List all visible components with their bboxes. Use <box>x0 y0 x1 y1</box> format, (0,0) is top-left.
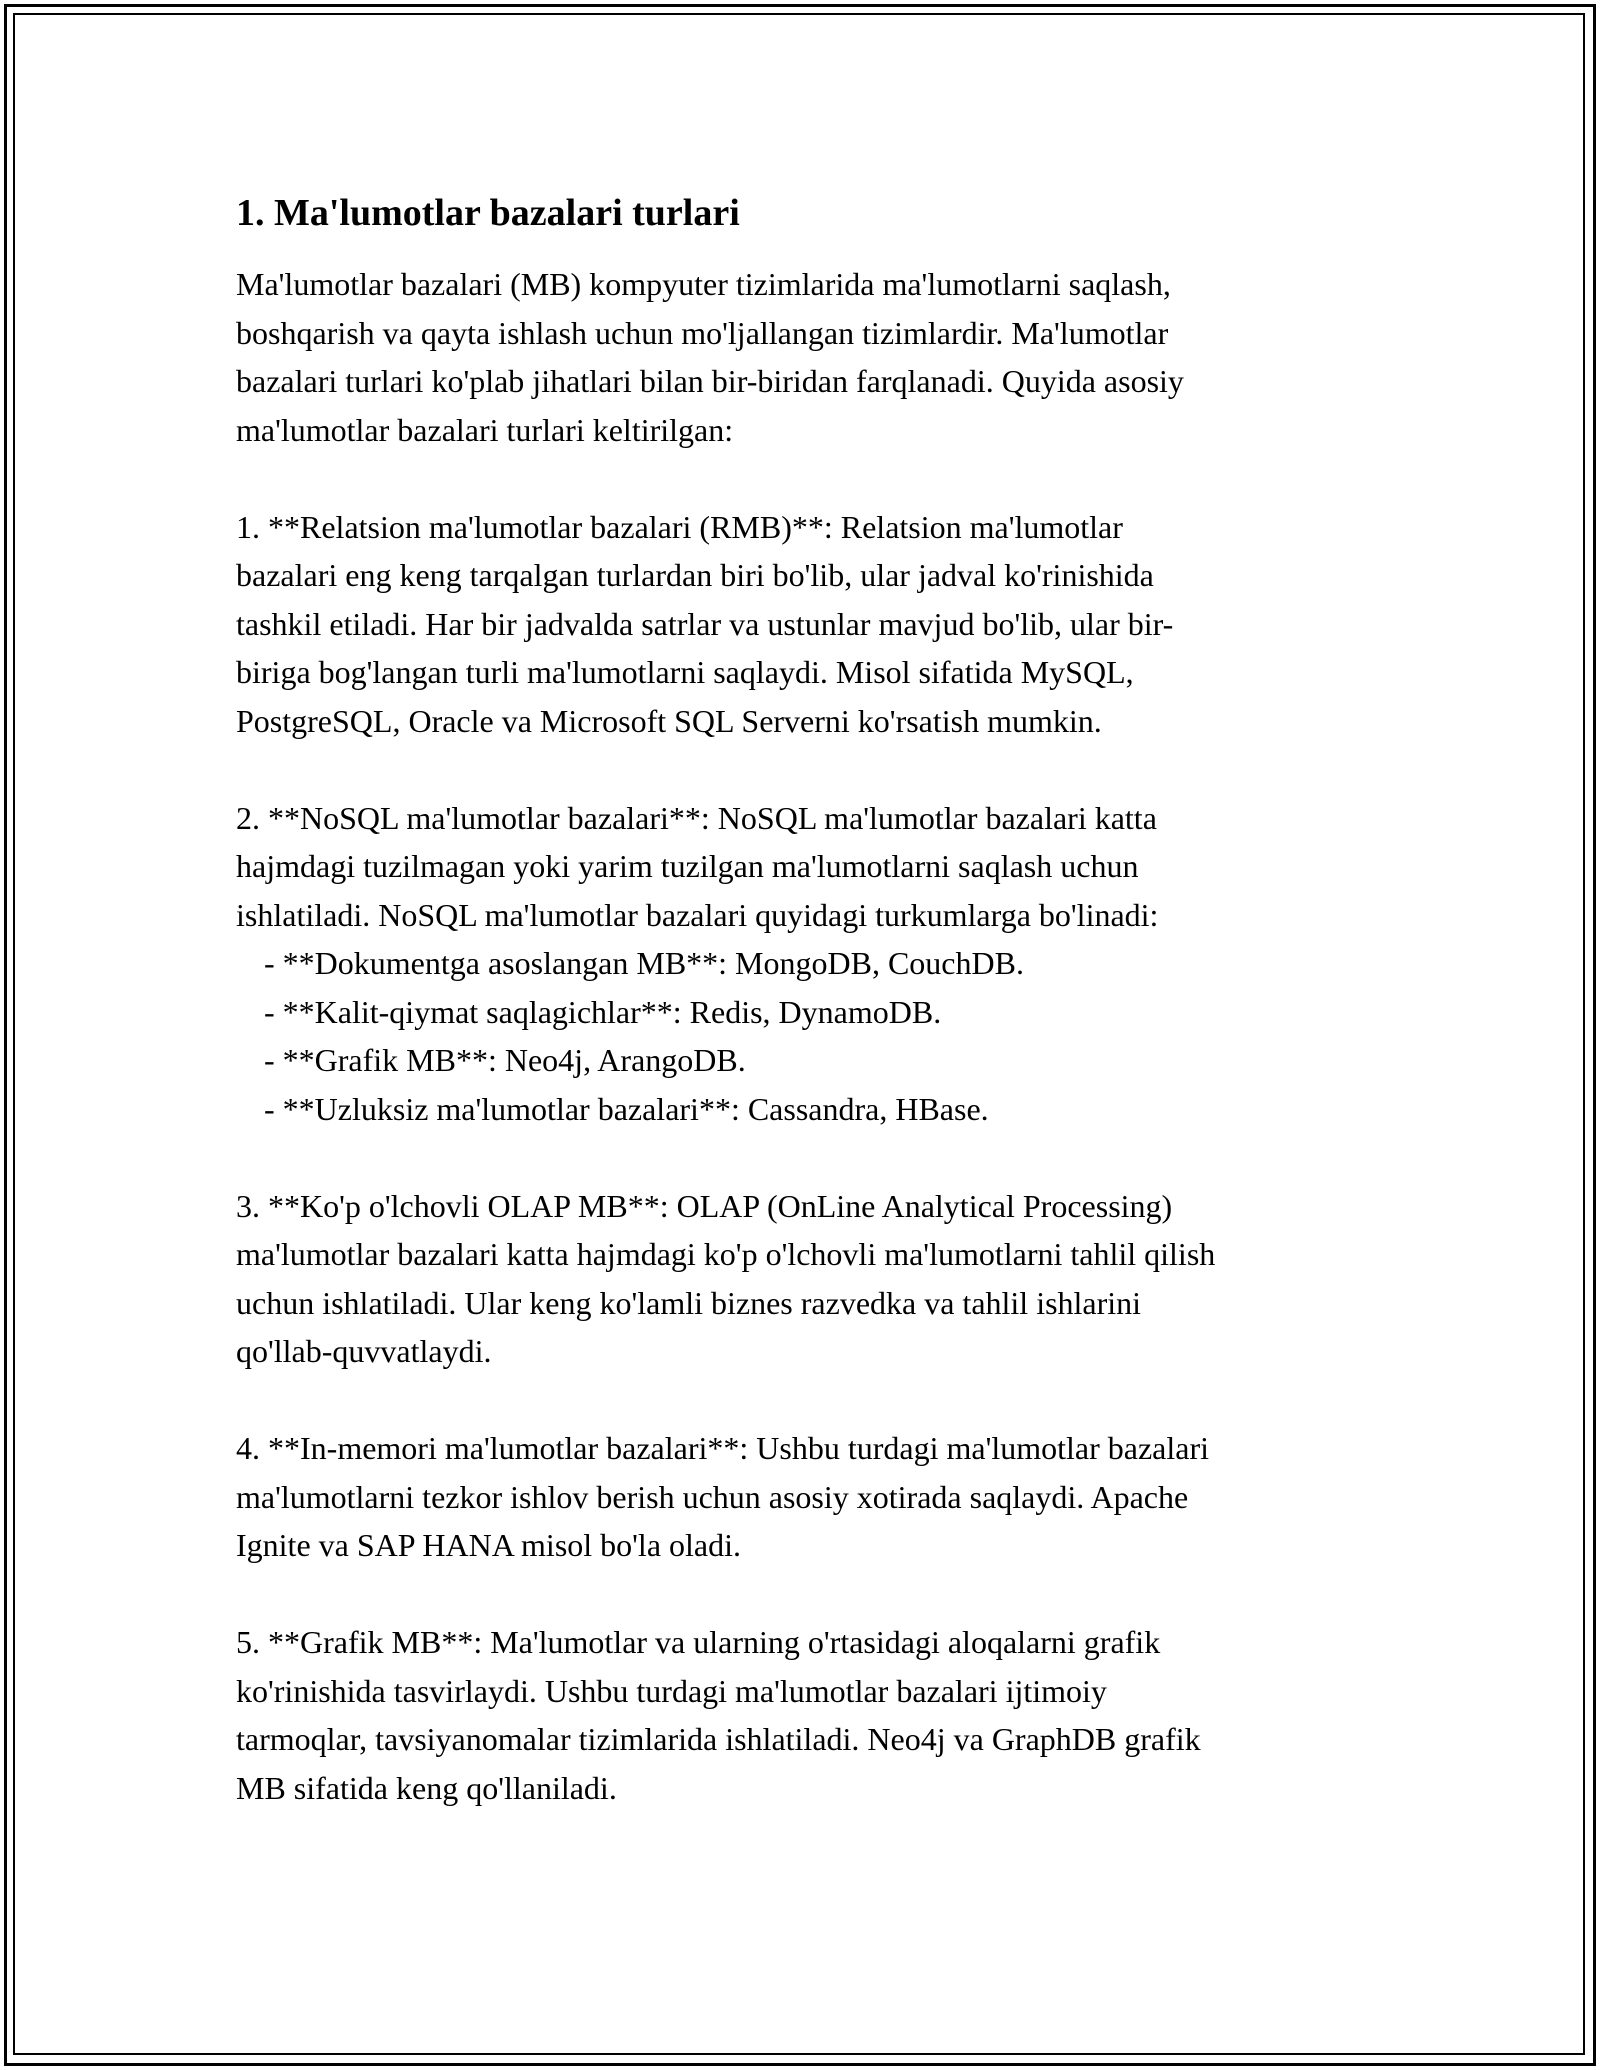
section-olap-db <box>236 1182 1396 1376</box>
section-line: ma'lumotlar bazalari katta hajmdagi ko'p o'lchovli ma'lumotlarni tahlil qilish <box>236 1236 1216 1272</box>
section-graph-db <box>236 1618 1396 1812</box>
section-line: 4. **In-memori ma'lumotlar bazalari**: Ushbu turdagi ma'lumotlar bazalari <box>236 1430 1209 1466</box>
document-page <box>236 188 1396 1812</box>
document-title: 1. Ma'lumotlar bazalari turlari <box>236 192 740 234</box>
section-line: ko'rinishida tasvirlaydi. Ushbu turdagi ma'lumotlar bazalari ijtimoiy <box>236 1672 1107 1709</box>
list-item: - **Dokumentga asoslangan MB**: MongoDB, CouchDB. <box>264 945 1024 981</box>
section-in-memory-db <box>236 1424 1396 1570</box>
section-line: 3. **Ko'p o'lchovli OLAP MB**: OLAP (OnLine Analytical Processing) <box>236 1187 1173 1224</box>
section-line: 2. **NoSQL ma'lumotlar bazalari**: NoSQL ma'lumotlar bazalari katta <box>236 799 1157 836</box>
section-line: 5. **Grafik MB**: Ma'lumotlar va ularning o'rtasidagi aloqalarni grafik <box>236 1624 1161 1660</box>
section-line: biriga bog'langan turli ma'lumotlarni saqlaydi. Misol sifatida MySQL, <box>236 654 1134 690</box>
list-item: - **Kalit-qiymat saqlagichlar**: Redis, DynamoDB. <box>264 993 942 1030</box>
section-line: tashkil etiladi. Har bir jadvalda satrlar va ustunlar mavjud bo'lib, ular bir- <box>236 605 1174 642</box>
section-line: uchun ishlatiladi. Ular keng ko'lamli biznes razvedka va tahlil ishlarini <box>236 1284 1142 1321</box>
section-line: qo'llab-quvvatlaydi. <box>236 1333 492 1369</box>
intro-line: boshqarish va qayta ishlash uchun mo'ljallangan tizimlardir. Ma'lumotlar <box>236 314 1169 351</box>
section-line: Ignite va SAP HANA misol bo'la oladi. <box>236 1527 741 1563</box>
intro-paragraph <box>236 260 1396 454</box>
section-line: tarmoqlar, tavsiyanomalar tizimlarida ishlatiladi. Neo4j va GraphDB grafik <box>236 1721 1201 1757</box>
intro-line: Ma'lumotlar bazalari (MB) kompyuter tizimlarida ma'lumotlarni saqlash, <box>236 266 1171 302</box>
section-line: ishlatiladi. NoSQL ma'lumotlar bazalari quyidagi turkumlarga bo'linadi: <box>236 896 1159 933</box>
section-line: ma'lumotlarni tezkor ishlov berish uchun asosiy xotirada saqlaydi. Apache <box>236 1478 1189 1515</box>
section-relational-db <box>236 503 1396 746</box>
section-line: hajmdagi tuzilmagan yoki yarim tuzilgan ma'lumotlarni saqlash uchun <box>236 848 1139 884</box>
intro-line: ma'lumotlar bazalari turlari keltirilgan: <box>236 411 734 448</box>
section-line: 1. **Relatsion ma'lumotlar bazalari (RMB)**: Relatsion ma'lumotlar <box>236 508 1123 545</box>
list-item: - **Uzluksiz ma'lumotlar bazalari**: Cassandra, HBase. <box>264 1090 989 1127</box>
list-item: - **Grafik MB**: Neo4j, ArangoDB. <box>264 1042 746 1078</box>
intro-line: bazalari turlari ko'plab jihatlari bilan bir-biridan farqlanadi. Quyida asosiy <box>236 363 1184 399</box>
section-line: bazalari eng keng tarqalgan turlardan biri bo'lib, ular jadval ko'rinishida <box>236 557 1154 593</box>
section-line: MB sifatida keng qo'llaniladi. <box>236 1769 617 1806</box>
section-nosql-db <box>236 794 1396 1134</box>
section-line: PostgreSQL, Oracle va Microsoft SQL Serverni ko'rsatish mumkin. <box>236 702 1102 739</box>
